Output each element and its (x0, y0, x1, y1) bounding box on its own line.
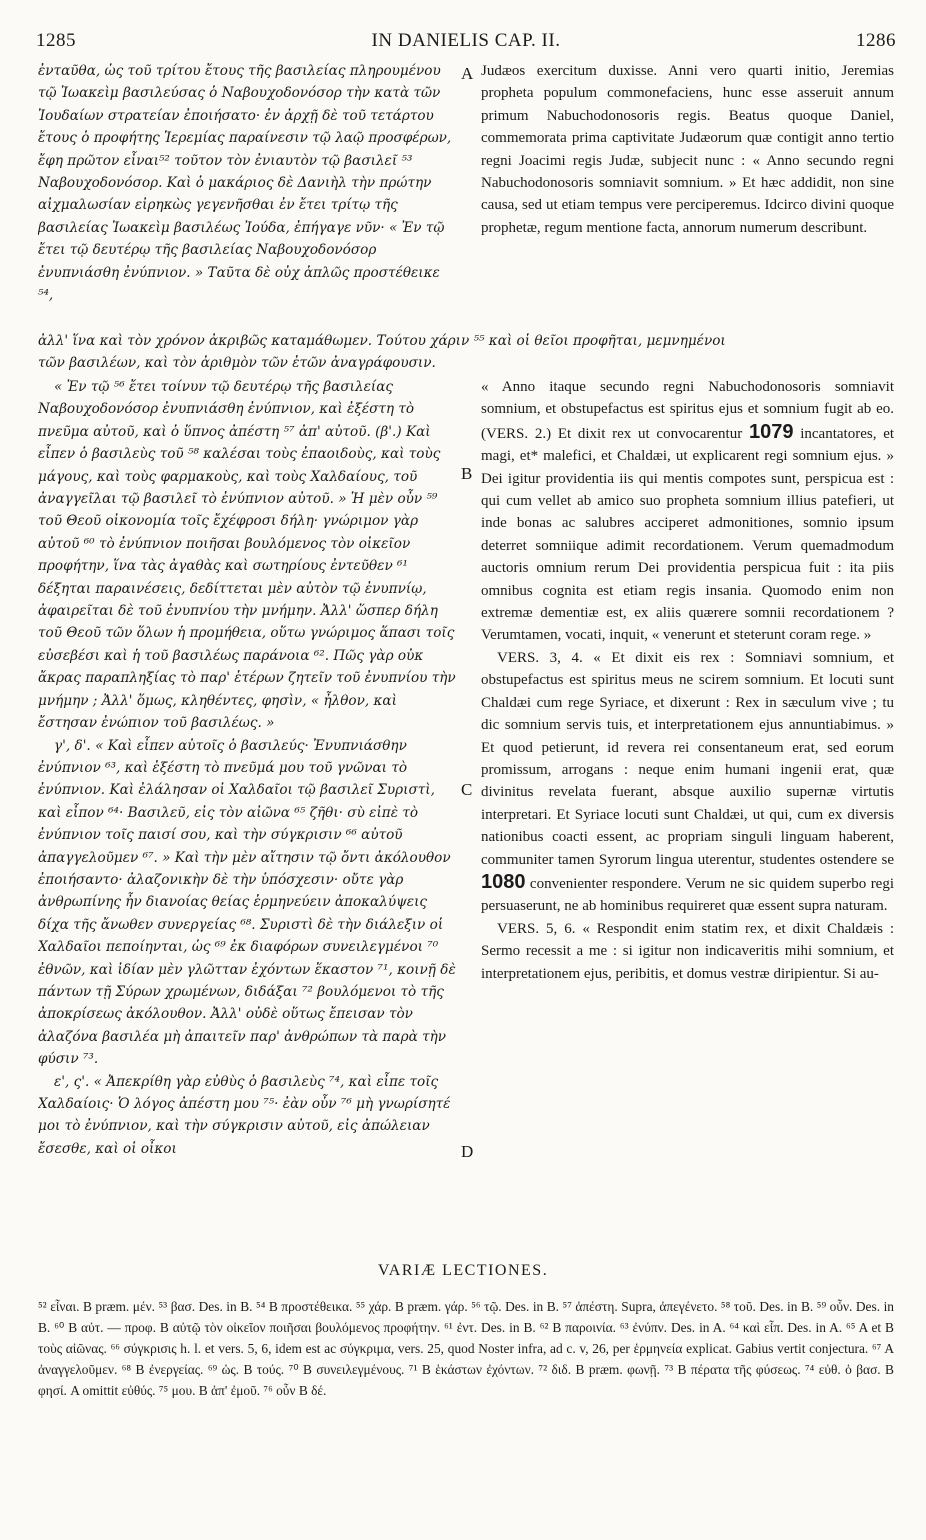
latin-paragraph-1 (481, 376, 894, 647)
page-number-right: 1286 (856, 30, 896, 51)
variae-lectiones-title: VARIÆ LECTIONES. (377, 1262, 549, 1279)
variae-lectiones-text: ⁵² εἶναι. B præm. μέν. ⁵³ βασ. Des. in B. ⁵⁴ B προστέθεικα. ⁵⁵ χάρ. B præm. γάρ. ⁵⁶ τῷ. Des. in B. ⁵⁷ ἀπέστη. Supra, ἀπεγένετο. ⁵⁸ τοῦ. Des. in B. ⁵⁹ οὖν. Des. in B. ⁶⁰ B αὐτ. — προφ. B αὐτῷ τὸν οἰκεῖον ποιῆσαι βουλόμενος προφήτην. ⁶¹ ἐντ. Des. in B. ⁶² B παροινία. ⁶³ ἐνύπν. Des. in A. ⁶⁴ καὶ εἶπ. Des. in A. ⁶⁵ A et B τοὺς αἰῶνας. ⁶⁶ σύγκρισις h. l. et vers. 5, 6, idem est ac σύγκριμα, vers. 25, quod Noster infra, ad c. v, 26, per ἑρμηνεία explicat. Gabius vertit conjectura. ⁶⁷ A ἀναγγελοῦμεν. ⁶⁸ B ἐνεργείας. ⁶⁹ ὡς. B τούς. ⁷⁰ B συνειλεγμένους. ⁷¹ B ἑκάστων ἐχόντων. ⁷² διδ. B præm. φωνῇ. ⁷³ B πέρατα τῆς φύσεως. ⁷⁴ εὐθ. ὁ βασ. B φησί. A omittit εὐθύς. ⁷⁵ μου. B ἀπ' ἐμοῦ. ⁷⁶ οὖν B δέ. (38, 1299, 894, 1398)
greek-paragraph-1: « Ἐν τῷ ⁵⁶ ἔτει τοίνυν τῷ δευτέρῳ τῆς βασιλείας Ναβουχοδονόσορ ἐνυπνιάσθη ἐνύπνιον, καὶ ἐξέστη τὸ πνεῦμα αὐτοῦ, καὶ ὁ ὕπνος ἀπέστη ⁵⁷ ἀπ' αὐτοῦ. (β'.) Καὶ εἶπεν ὁ βασιλεὺς τοῦ ⁵⁸ καλέσαι τοὺς ἐπαοιδοὺς, καὶ τοὺς μάγους, καὶ τοὺς φαρμακοὺς, καὶ τοὺς Χαλδαίους, τοῦ ἀναγγεῖλαι τῷ βασιλεῖ τὸ ἐνύπνιον αὐτοῦ. » Ἡ μὲν οὖν ⁵⁹ τοῦ Θεοῦ οἰκονομία τοῖς ἔχέφροσι δήλη· γνώριμον γὰρ αὐτοῦ ⁶⁰ τὸ ἐνύπνιον ποιῆσαι βουλόμενος τὸν οἰκεῖον προφήτην, ἵνα τὰς ἀγαθὰς καὶ σωτηρίους ἐντεῦθεν ⁶¹ δέξηται παραινέσεις, δεδίττεται μὲν αὐτὸν τῷ ἐνυπνίῳ, ἀφαιρεῖται δὲ τοῦ ἐνυπνίου τὴν μνήμην. Ἀλλ' ὥσπερ δήλη τοῦ Θεοῦ τῶν ὅλων ἡ προμήθεια, οὕτω γνώριμος ἅπασι τοῖς εὐσεβέσι καὶ ἡ τοῦ βασιλέως παράνοια ⁶². Πῶς γὰρ οὐκ ἄκρας παραπληξίας τὸ παρ' ἑτέρων ζητεῖν τοῦ ἐνυπνίου τὴν μνήμην ; Ἀλλ' ὅμως, κληθέντες, φησὶν, « ἦλθον, καὶ ἔστησαν ἐνώπιον τοῦ βασιλέως. » (38, 379, 456, 732)
latin-paragraph-1-end: incantatores, et magi, et* malefici, et Chaldæi, ut explicarent regi somnium ejus. » Dei igitur providentia iis qui mentis compotes sunt, perspicua est : qui cum vellet ab amico suo propheta somnium illius patefieri, ut inde bonas ac salubres acciperet admonitiones, somnio ipsum deterret somniique adimit recordationem. Verum quemadmodum auctoris omnium rerum Dei providentia perspicua fuit : ita piis omnibus cognita est etiam regis insania. Quomodo enim non extremæ dementiæ est, ex aliis quærere somnii recordationem ? Verumtamen, vocati, inquit, « venerunt et steterunt coram rege. » (481, 425, 894, 644)
latin-paragraph-2-end: convenienter respondere. Verum ne sic quidem superbo regi persuaserunt, ne ab hominibus requireret quæ essent supra naturam. (481, 875, 894, 915)
latin-paragraph-1-start: « Anno itaque secundo regni Nabuchodonosoris somniavit somnium, et obstupefactus est spiritus ejus et somnium fugit ab eo. (VERS. 2.) Et dixit rex ut convocarentur (481, 379, 894, 442)
margin-marker-d: D (461, 1142, 474, 1161)
greek-column-main (38, 376, 456, 1236)
spanning-line-1: ἀλλ' ἵνα καὶ τὸν χρόνον ἀκριβῶς καταμάθωμεν. Τούτου χάριν ⁵⁵ καὶ οἱ θεῖοι προφῆται, μεμνημένοι (38, 333, 726, 349)
greek-text-top: ἐνταῦθα, ὡς τοῦ τρίτου ἔτους τῆς βασιλείας πληρουμένου τῷ Ἰωακεὶμ βασιλεύσας ὁ Ναβουχοδονόσορ τὴν κατὰ τῶν Ἰουδαίων στρατείαν ἐποιήσατο· ἐν ἀρχῇ δὲ τοῦ τετάρτου ἔτους ὁ προφήτης Ἱερεμίας παραίνεσιν τῷ λαῷ προσφέρων, ἔφη πρῶτον εἶναι⁵² τοῦτον τὸν ἐνιαυτὸν τῷ βασιλεῖ ⁵³ Ναβουχοδονόσορ. Καὶ ὁ μακάριος δὲ Δανιὴλ τὴν πρώτην αἰχμαλωσίαν εἰρηκὼς γεγενῆσθαι ἐν ἔτει τρίτῳ τῆς βασιλείας Ἰωακεὶμ βασιλέως Ἰούδα, ἐπήγαγε νῦν· « Ἐν τῷ ἔτει τῷ δευτέρῳ τῆς βασιλείας Ναβουχοδονόσορ ἐνυπνιάσθη ἐνύπνιον. » Ταῦτα δὲ οὐχ ἁπλῶς προστέθεικε ⁵⁴, (38, 63, 452, 304)
margin-marker-a: A (461, 64, 474, 83)
margin-marker-c: C (461, 780, 473, 799)
latin-text-top: Judæos exercitum duxisse. Anni vero quarti initio, Jeremias propheta populum commonefaciens, hunc esse asseruit annum primum Nabuchodonosoris regis. Beatus quoque Daniel, commemorata prima captivitate Judæorum quæ contigit anno tertio regni Joacimi regis Judæ, subjecit nunc : « Anno secundo regni Nabuchodonosoris somniavit somnium. » Et hæc addidit, non sine causa, sed ut etiam tempus vere perciperemus. Idcirco divini quoque prophetæ, regum mentione facta, annorum numerum describunt. (481, 63, 894, 236)
margin-marker-b: B (461, 464, 473, 483)
column-number-1079: 1079 (748, 420, 794, 443)
latin-column-top (481, 60, 894, 332)
running-header (36, 30, 896, 56)
spanning-text (38, 330, 894, 376)
column-number-1080: 1080 (481, 870, 526, 893)
latin-paragraph-3-start: VERS. 5, 6. « Respondit enim statim rex, et dixit Chaldæis : Sermo recessit a me : si igitur non indicaveritis mihi somnium, et interpretationem ejus, peribitis, et domus vestræ diripientur. Si au- (481, 920, 894, 982)
latin-paragraph-3 (481, 918, 894, 985)
spanning-line-2: τῶν βασιλέων, καὶ τὸν ἀριθμὸν τῶν ἐτῶν ἀναγράφουσιν. (38, 355, 436, 372)
greek-paragraph-3: ε', ς'. « Ἀπεκρίθη γὰρ εὐθὺς ὁ βασιλεὺς ⁷⁴, καὶ εἶπε τοῖς Χαλδαίοις· Ὁ λόγος ἀπέστη μου ⁷⁵· ἐὰν οὖν ⁷⁶ μὴ γνωρίσητέ μοι τὸ ἐνύπνιον, καὶ τὴν σύγκρισιν αὐτοῦ, εἰς ἀπώλειαν ἔσεσθε, καὶ οἱ οἶκοι (38, 1073, 451, 1157)
greek-column-top (38, 60, 456, 332)
latin-column-main (481, 376, 894, 1236)
greek-paragraph-2: γ', δ'. « Καὶ εἶπεν αὐτοῖς ὁ βασιλεύς· Ἐνυπνιάσθην ἐνύπνιον ⁶³, καὶ ἐξέστη τὸ πνεῦμά μου τοῦ γνῶναι τὸ ἐνύπνιον. Καὶ ἐλάλησαν οἱ Χαλδαῖοι τῷ βασιλεῖ Συριστὶ, καὶ εἶπον ⁶⁴· Βασιλεῦ, εἰς τὸν αἰῶνα ⁶⁵ ζῆθι· σὺ εἰπὲ τὸ ἐνύπνιον τοῖς παισί σου, καὶ τὴν σύγκρισιν ⁶⁶ αὐτοῦ ἀπαγγελοῦμεν ⁶⁷. » Καὶ τὴν μὲν αἴτησιν τῷ ὄντι ἀκόλουθον ἐποιήσαντο· ἀλαζονικὴν δὲ τὴν ὑπόσχεσιν· οὔτε γὰρ ἀνθρωπίνης ἦν διανοίας θείας ἑρμηνεύειν ἀποκαλύψεις δίχα τῆς ἄνωθεν συνεργείας ⁶⁸. Συριστὶ δὲ τὴν διάλεξιν οἱ Χαλδαῖοι πεποίηνται, ὡς ⁶⁹ ἐκ διαφόρων συνειλεγμένοι ⁷⁰ ἐθνῶν, καὶ ἰδίαν μὲν γλῶτταν ἐχόντων ἕκαστον ⁷¹, κοινῇ δὲ πάντων τῇ Σύρων χρωμένων, διδάξαι ⁷² βουλόμενοι τὸ τῆς ἀποκρίσεως ἀκόλουθον. Ἀλλ' οὐδὲ οὕτως ἔπεισαν τὸν ἀλαζόνα βασιλέα μὴ ἀπαιτεῖν παρ' ἀνθρώπων τὰ παρὰ τὴν φύσιν ⁷³. (38, 737, 456, 1068)
latin-paragraph-2-start: VERS. 3, 4. « Et dixit eis rex : Somniavi somnium, et obstupefactus est spiritus meus ne scirem somnium. Et locuti sunt Chaldæi cum rege Syriace, et dixerunt : Rex in sæculum vive ; tu dic somnium servis tuis, et interpretationem ejus annuntiabimus. » Et quod petierunt, id revera rei consentaneum erat, sed eorum promissum, arrogans : neque enim humani ingenii erat, quæ divinitus revelata fuerant, absque auxilio supernæ virtutis interpretari. Et Syriace locuti sunt Chaldæi, ut qui, cum ex diversis nationibus coacti essent, ac propriam singuli linguam haberent, communiter tamen Syrorum lingua uterentur, studentes ostendere se (481, 649, 894, 868)
latin-paragraph-2 (481, 647, 894, 918)
running-title: IN DANIELIS CAP. II. (371, 30, 561, 51)
page-number-left: 1285 (36, 30, 76, 51)
